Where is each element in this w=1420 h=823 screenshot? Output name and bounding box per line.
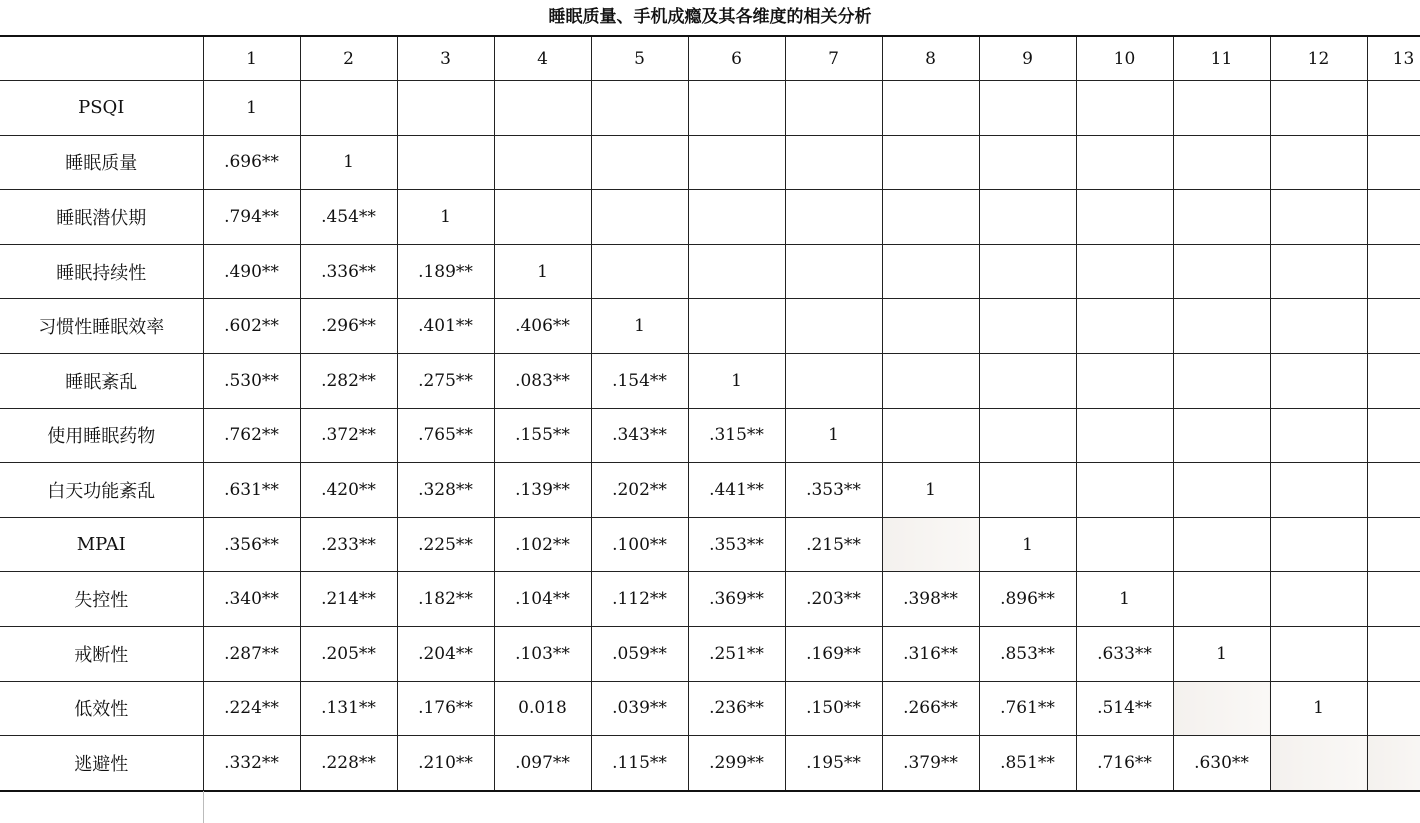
table-cell	[785, 299, 882, 354]
table-cell: .103**	[494, 626, 591, 681]
table-cell: .102**	[494, 517, 591, 572]
table-cell	[1270, 190, 1367, 245]
table-cell: .353**	[785, 463, 882, 518]
table-cell	[979, 135, 1076, 190]
table-cell: 1	[1270, 681, 1367, 736]
table-cell: .189**	[397, 244, 494, 299]
table-cell: .372**	[300, 408, 397, 463]
table-row	[0, 736, 1420, 791]
table-cell	[494, 81, 591, 136]
corner-cell	[0, 36, 203, 81]
column-header-3: 3	[397, 36, 494, 81]
table-cell	[785, 353, 882, 408]
table-cell: .100**	[591, 517, 688, 572]
table-cell: .332**	[203, 736, 300, 791]
table-row	[0, 681, 1420, 736]
table-cell	[882, 299, 979, 354]
table-cell	[494, 190, 591, 245]
table-cell	[785, 135, 882, 190]
column-header-8: 8	[882, 36, 979, 81]
column-header-12: 12	[1270, 36, 1367, 81]
table-cell	[397, 135, 494, 190]
table-cell	[1270, 463, 1367, 518]
column-header-11: 11	[1173, 36, 1270, 81]
row-label: 使用睡眠药物	[0, 408, 203, 463]
table-cell: .336**	[300, 244, 397, 299]
column-header-10: 10	[1076, 36, 1173, 81]
table-cell	[1173, 681, 1270, 736]
table-cell: .353**	[688, 517, 785, 572]
table-cell: .328**	[397, 463, 494, 518]
table-cell	[688, 81, 785, 136]
table-cell	[1270, 353, 1367, 408]
table-cell: .131**	[300, 681, 397, 736]
table-row	[0, 299, 1420, 354]
table-cell: .896**	[979, 572, 1076, 627]
table-cell: 1	[1076, 572, 1173, 627]
table-cell	[1270, 244, 1367, 299]
table-cell: .195**	[785, 736, 882, 791]
table-cell: .205**	[300, 626, 397, 681]
table-cell	[1173, 135, 1270, 190]
table-cell	[1076, 463, 1173, 518]
table-cell: .406**	[494, 299, 591, 354]
table-cell	[979, 463, 1076, 518]
table-cell	[979, 81, 1076, 136]
table-row	[0, 353, 1420, 408]
table-cell: .401**	[397, 299, 494, 354]
table-cell	[1367, 408, 1420, 463]
table-cell	[1076, 135, 1173, 190]
table-row	[0, 517, 1420, 572]
table-cell	[882, 81, 979, 136]
table-cell	[1367, 517, 1420, 572]
table-cell	[1173, 299, 1270, 354]
table-title: 睡眠质量、手机成瘾及其各维度的相关分析	[548, 7, 872, 27]
row-label: 低效性	[0, 681, 203, 736]
table-cell	[785, 81, 882, 136]
table-cell: 1	[591, 299, 688, 354]
table-cell: .316**	[882, 626, 979, 681]
table-cell: .379**	[882, 736, 979, 791]
table-cell	[1270, 736, 1367, 791]
column-header-9: 9	[979, 36, 1076, 81]
table-cell	[1367, 572, 1420, 627]
table-cell	[591, 244, 688, 299]
row-label: 习惯性睡眠效率	[0, 299, 203, 354]
table-cell	[591, 81, 688, 136]
table-cell	[591, 190, 688, 245]
table-cell: .630**	[1173, 736, 1270, 791]
row-label: 睡眠持续性	[0, 244, 203, 299]
table-cell: .287**	[203, 626, 300, 681]
row-label: 睡眠紊乱	[0, 353, 203, 408]
table-cell	[1367, 736, 1420, 791]
table-cell: .215**	[785, 517, 882, 572]
table-cell	[1367, 626, 1420, 681]
table-cell: .530**	[203, 353, 300, 408]
table-cell	[1270, 572, 1367, 627]
row-label: 失控性	[0, 572, 203, 627]
table-cell: .299**	[688, 736, 785, 791]
table-cell: .398**	[882, 572, 979, 627]
table-cell	[1367, 299, 1420, 354]
table-cell: .224**	[203, 681, 300, 736]
table-cell: .214**	[300, 572, 397, 627]
table-cell: .454**	[300, 190, 397, 245]
table-cell: 1	[397, 190, 494, 245]
row-label: 白天功能紊乱	[0, 463, 203, 518]
correlation-table	[0, 35, 1420, 792]
table-cell: 1	[979, 517, 1076, 572]
table-cell: .356**	[203, 517, 300, 572]
table-cell: .154**	[591, 353, 688, 408]
table-cell: .794**	[203, 190, 300, 245]
table-cell	[688, 135, 785, 190]
table-cell: .210**	[397, 736, 494, 791]
column-header-5: 5	[591, 36, 688, 81]
column-header-13: 13	[1367, 36, 1420, 81]
table-cell: .275**	[397, 353, 494, 408]
row-label: MPAI	[0, 517, 203, 572]
table-cell	[1173, 463, 1270, 518]
table-cell: .150**	[785, 681, 882, 736]
row-label: 逃避性	[0, 736, 203, 791]
table-cell	[979, 299, 1076, 354]
table-cell	[1270, 626, 1367, 681]
table-cell	[1076, 299, 1173, 354]
table-cell: .514**	[1076, 681, 1173, 736]
table-cell: 0.018	[494, 681, 591, 736]
table-cell	[1173, 190, 1270, 245]
table-cell	[1173, 517, 1270, 572]
table-cell: .097**	[494, 736, 591, 791]
table-cell	[882, 408, 979, 463]
table-cell	[1173, 408, 1270, 463]
table-cell	[1270, 517, 1367, 572]
table-cell	[591, 135, 688, 190]
table-cell: .039**	[591, 681, 688, 736]
table-cell: .169**	[785, 626, 882, 681]
table-cell	[882, 135, 979, 190]
table-cell: .716**	[1076, 736, 1173, 791]
table-cell	[1076, 190, 1173, 245]
table-row	[0, 244, 1420, 299]
table-cell: .853**	[979, 626, 1076, 681]
table-cell: .202**	[591, 463, 688, 518]
table-cell	[1367, 353, 1420, 408]
table-cell	[1367, 190, 1420, 245]
table-cell: .155**	[494, 408, 591, 463]
table-cell: .631**	[203, 463, 300, 518]
table-cell: .762**	[203, 408, 300, 463]
column-header-7: 7	[785, 36, 882, 81]
table-cell: .602**	[203, 299, 300, 354]
table-cell	[1367, 463, 1420, 518]
table-cell	[882, 353, 979, 408]
table-cell: .765**	[397, 408, 494, 463]
footer-divider	[203, 791, 204, 823]
table-cell: .251**	[688, 626, 785, 681]
table-cell: .083**	[494, 353, 591, 408]
table-cell	[494, 135, 591, 190]
table-cell	[1173, 244, 1270, 299]
column-header-6: 6	[688, 36, 785, 81]
table-cell: .204**	[397, 626, 494, 681]
table-cell	[1367, 135, 1420, 190]
table-cell: 1	[688, 353, 785, 408]
table-cell	[1173, 572, 1270, 627]
table-cell	[1076, 244, 1173, 299]
table-cell: 1	[300, 135, 397, 190]
table-cell	[1270, 135, 1367, 190]
table-cell: .441**	[688, 463, 785, 518]
table-body	[0, 81, 1420, 791]
column-header-1: 1	[203, 36, 300, 81]
table-cell: .182**	[397, 572, 494, 627]
header-row	[0, 36, 1420, 81]
table-cell: .296**	[300, 299, 397, 354]
table-cell	[1173, 353, 1270, 408]
table-cell: .315**	[688, 408, 785, 463]
table-cell	[1367, 81, 1420, 136]
table-cell: .343**	[591, 408, 688, 463]
table-cell: .203**	[785, 572, 882, 627]
table-row	[0, 626, 1420, 681]
row-label: 睡眠潜伏期	[0, 190, 203, 245]
table-cell	[1270, 408, 1367, 463]
table-cell	[1076, 353, 1173, 408]
table-cell	[300, 81, 397, 136]
table-cell: .369**	[688, 572, 785, 627]
table-cell	[688, 190, 785, 245]
table-cell: .490**	[203, 244, 300, 299]
table-row	[0, 408, 1420, 463]
row-label: 戒断性	[0, 626, 203, 681]
table-cell: 1	[203, 81, 300, 136]
table-cell	[1367, 244, 1420, 299]
table-cell: .176**	[397, 681, 494, 736]
table-cell	[882, 244, 979, 299]
column-header-4: 4	[494, 36, 591, 81]
table-cell	[882, 517, 979, 572]
table-row	[0, 81, 1420, 136]
table-cell	[979, 190, 1076, 245]
table-cell: .761**	[979, 681, 1076, 736]
table-row	[0, 190, 1420, 245]
table-cell	[979, 244, 1076, 299]
table-cell	[785, 244, 882, 299]
table-cell: .266**	[882, 681, 979, 736]
table-row	[0, 572, 1420, 627]
table-row	[0, 463, 1420, 518]
table-cell: .059**	[591, 626, 688, 681]
table-cell: .236**	[688, 681, 785, 736]
table-cell: .340**	[203, 572, 300, 627]
table-cell: .282**	[300, 353, 397, 408]
table-cell	[1270, 299, 1367, 354]
table-cell	[882, 190, 979, 245]
table-cell: 1	[785, 408, 882, 463]
table-cell: .225**	[397, 517, 494, 572]
table-cell: .139**	[494, 463, 591, 518]
table-cell: .112**	[591, 572, 688, 627]
column-header-2: 2	[300, 36, 397, 81]
table-cell	[979, 353, 1076, 408]
table-cell: .420**	[300, 463, 397, 518]
table-footer-fragment	[0, 791, 272, 823]
table-cell: .228**	[300, 736, 397, 791]
table-cell	[785, 190, 882, 245]
table-cell: 1	[494, 244, 591, 299]
table-cell	[979, 408, 1076, 463]
table-cell: .115**	[591, 736, 688, 791]
table-cell	[1270, 81, 1367, 136]
table-cell	[1173, 81, 1270, 136]
table-cell: .696**	[203, 135, 300, 190]
table-cell: .233**	[300, 517, 397, 572]
table-cell: .851**	[979, 736, 1076, 791]
table-cell	[1367, 681, 1420, 736]
table-cell: 1	[1173, 626, 1270, 681]
table-cell	[1076, 517, 1173, 572]
row-label: PSQI	[0, 81, 203, 136]
table-cell: .633**	[1076, 626, 1173, 681]
table-cell	[397, 81, 494, 136]
table-cell: .104**	[494, 572, 591, 627]
table-cell	[1076, 408, 1173, 463]
row-label: 睡眠质量	[0, 135, 203, 190]
table-cell: 1	[882, 463, 979, 518]
table-cell	[688, 299, 785, 354]
table-row	[0, 135, 1420, 190]
table-cell	[1076, 81, 1173, 136]
table-cell	[688, 244, 785, 299]
